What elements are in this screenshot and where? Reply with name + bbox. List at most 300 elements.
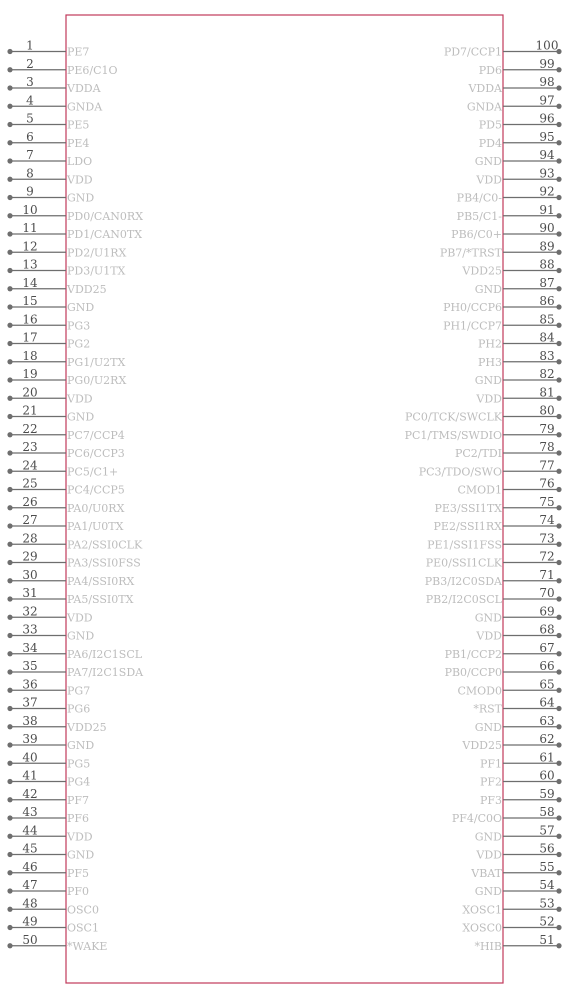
pin-number: 3	[26, 75, 34, 89]
pin-number: 84	[539, 330, 555, 345]
pin-number: 33	[22, 622, 38, 637]
pin-endpoint-dot	[556, 377, 561, 382]
pin-20	[7, 385, 92, 405]
pin-name: PF1	[479, 757, 502, 771]
pin-86	[443, 294, 562, 314]
pin-93	[475, 166, 561, 186]
pin-endpoint-dot	[7, 49, 12, 54]
pin-endpoint-dot	[556, 140, 561, 145]
pin-50	[7, 933, 107, 953]
pin-endpoint-dot	[556, 213, 561, 218]
pin-name: GND	[474, 282, 502, 296]
pin-32	[7, 604, 92, 624]
pin-name: PA4/SSI0RX	[67, 574, 135, 588]
pin-name: PD7/CCP1	[443, 45, 502, 59]
pin-number: 59	[539, 786, 555, 801]
pin-75	[434, 495, 561, 515]
pin-number: 4	[26, 93, 34, 108]
pin-60	[480, 769, 562, 789]
pin-name: PD0/CAN0RX	[67, 209, 144, 223]
pin-number: 18	[22, 348, 38, 363]
pin-endpoint-dot	[7, 596, 12, 601]
pin-number: 98	[539, 75, 555, 89]
pin-55	[470, 860, 561, 880]
pin-number: 47	[22, 878, 38, 892]
pin-name: PG6	[67, 702, 91, 716]
pin-endpoint-dot	[7, 469, 12, 474]
pin-name: PD1/CAN0TX	[67, 228, 143, 241]
pin-87	[475, 276, 562, 296]
pin-number: 96	[539, 111, 555, 126]
pin-77	[419, 458, 562, 478]
pin-endpoint-dot	[556, 469, 561, 474]
pin-name: PD4	[478, 136, 502, 150]
pin-84	[478, 331, 562, 351]
pin-name: XOSC1	[462, 903, 502, 917]
pin-number: 99	[539, 56, 555, 71]
pin-endpoint-dot	[556, 633, 561, 638]
pin-endpoint-dot	[7, 870, 12, 875]
pin-number: 41	[22, 768, 38, 783]
pin-endpoint-dot	[7, 505, 12, 510]
pin-name: PC7/CCP4	[67, 428, 125, 442]
pin-number: 80	[539, 403, 555, 418]
pin-name: PF7	[67, 793, 90, 807]
pin-number: 54	[539, 878, 555, 892]
pin-6	[7, 130, 89, 150]
pin-80	[405, 404, 562, 424]
pin-endpoint-dot	[7, 779, 12, 784]
pin-name: PG0/U2RX	[67, 374, 127, 387]
left-pin-group	[7, 39, 144, 953]
pin-9	[7, 185, 94, 205]
pin-19	[7, 367, 126, 387]
pin-number: 60	[539, 768, 555, 783]
pin-11	[7, 221, 142, 241]
pin-endpoint-dot	[556, 67, 561, 72]
pin-number: 57	[539, 823, 555, 838]
pin-name: PC2/TDI	[454, 447, 502, 460]
pin-number: 77	[539, 458, 555, 473]
ic-body-outline	[66, 15, 503, 983]
pin-endpoint-dot	[7, 195, 12, 200]
pin-79	[405, 422, 562, 442]
pin-endpoint-dot	[556, 669, 561, 674]
pin-name: PD6	[478, 63, 502, 77]
pin-number: 79	[539, 421, 555, 436]
pin-name: VDD	[67, 830, 93, 844]
pin-number: 19	[22, 367, 38, 381]
pin-31	[7, 586, 133, 606]
pin-name: VDD	[67, 392, 93, 406]
pin-name: VDD	[476, 848, 502, 862]
pin-endpoint-dot	[556, 852, 561, 857]
pin-name: GND	[67, 629, 95, 643]
pin-endpoint-dot	[556, 688, 561, 693]
pin-number: 6	[26, 129, 34, 144]
pin-name: VDD	[476, 629, 502, 643]
pin-endpoint-dot	[7, 341, 12, 346]
pin-endpoint-dot	[7, 706, 12, 711]
pin-45	[7, 842, 94, 862]
pin-name: PG1/U2TX	[67, 355, 126, 369]
pin-name: PE0/SSI1CLK	[425, 556, 502, 570]
pin-endpoint-dot	[556, 286, 561, 291]
pin-endpoint-dot	[556, 104, 561, 109]
pin-number: 12	[22, 239, 38, 254]
pin-name: *RST	[473, 702, 502, 716]
pin-name: GND	[474, 885, 502, 898]
pin-endpoint-dot	[556, 560, 561, 565]
pin-number: 44	[22, 823, 38, 838]
pin-endpoint-dot	[556, 943, 561, 948]
pin-endpoint-dot	[7, 797, 12, 802]
pin-33	[7, 623, 94, 643]
pin-number: 56	[539, 841, 555, 856]
pin-name: PA6/I2C1SCL	[67, 647, 143, 661]
pin-number: 65	[539, 677, 555, 692]
pin-name: VDD	[67, 173, 93, 187]
pin-76	[457, 477, 561, 497]
pin-name: PB3/I2C0SDA	[424, 574, 502, 588]
pin-46	[7, 860, 89, 880]
pin-91	[457, 203, 562, 223]
pin-63	[475, 714, 562, 734]
pin-endpoint-dot	[7, 396, 12, 401]
pin-number: 5	[26, 111, 34, 126]
pin-name: VDD	[476, 173, 502, 187]
pin-endpoint-dot	[7, 213, 12, 218]
pin-number: 63	[539, 713, 555, 728]
pin-90	[451, 221, 561, 241]
pin-endpoint-dot	[556, 724, 561, 729]
pin-97	[467, 93, 562, 113]
pin-name: VDD25	[462, 739, 502, 752]
pin-name: GNDA	[466, 100, 502, 114]
pin-name: XOSC0	[462, 921, 502, 935]
pin-number: 42	[22, 786, 38, 801]
pin-name: GND	[67, 191, 95, 205]
pin-name: VDDA	[468, 82, 502, 95]
pin-number: 76	[539, 476, 555, 491]
right-pin-group	[405, 39, 562, 953]
pin-name: PF2	[479, 775, 502, 789]
pin-number: 86	[539, 294, 555, 308]
pin-number: 49	[22, 914, 38, 929]
pin-62	[461, 732, 561, 752]
pin-endpoint-dot	[7, 907, 12, 912]
pin-name: PD2/U1RX	[67, 246, 127, 260]
pin-endpoint-dot	[7, 925, 12, 930]
pin-name: PA7/I2C1SDA	[67, 666, 144, 679]
pin-65	[457, 677, 561, 697]
pin-name: PC5/C1+	[67, 465, 119, 479]
pin-name: GND	[67, 301, 95, 314]
pin-name: VDD	[67, 611, 93, 625]
pin-number: 92	[539, 184, 555, 199]
pin-name: PD5	[478, 118, 502, 132]
pin-name: *WAKE	[67, 939, 108, 953]
pin-name: PF0	[67, 885, 90, 898]
pin-endpoint-dot	[556, 706, 561, 711]
pin-34	[7, 641, 142, 661]
pin-name: GND	[67, 848, 95, 862]
pin-name: PB7/*TRST	[439, 246, 502, 260]
pin-number: 72	[539, 549, 555, 564]
pin-number: 48	[22, 896, 38, 911]
pin-name: PC6/CCP3	[67, 447, 125, 460]
pin-57	[475, 823, 562, 843]
pin-endpoint-dot	[7, 85, 12, 90]
pin-68	[475, 623, 561, 643]
pin-name: GND	[474, 374, 502, 387]
pin-endpoint-dot	[7, 542, 12, 547]
pin-name: PC1/TMS/SWDIO	[404, 428, 502, 442]
pin-endpoint-dot	[556, 195, 561, 200]
pin-endpoint-dot	[556, 870, 561, 875]
pin-name: VBAT	[471, 866, 502, 880]
pin-4	[7, 93, 103, 113]
pin-41	[7, 769, 90, 789]
pin-29	[7, 550, 140, 570]
pin-number: 8	[26, 166, 34, 181]
pin-endpoint-dot	[556, 268, 561, 273]
pin-endpoint-dot	[556, 396, 561, 401]
pin-endpoint-dot	[556, 450, 561, 455]
pin-endpoint-dot	[7, 852, 12, 857]
pin-name: GND	[67, 410, 95, 424]
pin-70	[426, 586, 562, 606]
pin-92	[457, 185, 562, 205]
pin-endpoint-dot	[7, 268, 12, 273]
pin-number: 11	[22, 221, 38, 235]
pin-name: PA2/SSI0CLK	[67, 538, 143, 552]
pin-endpoint-dot	[556, 907, 561, 912]
pin-number: 82	[539, 367, 555, 381]
pin-name: PF6	[67, 812, 90, 825]
pin-51	[474, 933, 561, 953]
pin-name: LDO	[67, 155, 93, 168]
pin-number: 70	[539, 586, 555, 600]
pin-number: 50	[22, 932, 38, 947]
pin-endpoint-dot	[556, 304, 561, 309]
pin-endpoint-dot	[556, 158, 561, 163]
pin-74	[434, 513, 562, 533]
pin-10	[7, 203, 143, 223]
pin-endpoint-dot	[556, 432, 561, 437]
pin-name: PA1/U0TX	[67, 520, 124, 533]
pin-number: 51	[539, 932, 555, 947]
pin-name: PC4/CCP5	[67, 483, 125, 497]
pin-71	[425, 568, 562, 588]
pin-number: 73	[539, 531, 555, 546]
pin-name: GND	[474, 155, 502, 168]
pin-name: PG4	[67, 775, 91, 789]
pin-endpoint-dot	[556, 925, 561, 930]
pin-14	[7, 276, 106, 296]
pin-name: PC0/TCK/SWCLK	[405, 410, 502, 424]
pin-99	[479, 57, 562, 77]
pin-endpoint-dot	[7, 231, 12, 236]
pin-89	[440, 239, 562, 259]
pin-name: PA5/SSI0TX	[67, 593, 134, 606]
pin-number: 20	[22, 385, 38, 400]
pin-name: PE6/C1O	[67, 63, 118, 77]
pin-3	[7, 75, 101, 95]
pin-number: 2	[26, 56, 34, 71]
pin-1	[7, 39, 89, 59]
pin-endpoint-dot	[556, 505, 561, 510]
pin-name: PE3/SSI1TX	[434, 501, 502, 515]
pin-number: 78	[539, 440, 555, 454]
pin-endpoint-dot	[7, 742, 12, 747]
pin-28	[7, 531, 143, 551]
pin-number: 31	[22, 586, 38, 600]
pin-name: PF5	[67, 866, 90, 880]
pin-endpoint-dot	[7, 943, 12, 948]
pin-number: 89	[539, 239, 555, 254]
pin-number: 23	[22, 440, 38, 454]
pin-number: 95	[539, 129, 555, 144]
pin-number: 10	[22, 202, 38, 217]
pin-endpoint-dot	[7, 487, 12, 492]
pin-name: PB1/CCP2	[444, 647, 502, 661]
pin-96	[479, 112, 562, 132]
pin-number: 61	[539, 750, 555, 765]
pin-name: OSC0	[67, 903, 99, 917]
pin-name: PH2	[478, 337, 502, 351]
pin-endpoint-dot	[7, 651, 12, 656]
pin-endpoint-dot	[556, 834, 561, 839]
pin-number: 68	[539, 622, 555, 637]
pin-name: PC3/TDO/SWO	[418, 465, 502, 479]
pin-endpoint-dot	[7, 377, 12, 382]
pin-endpoint-dot	[556, 341, 561, 346]
pin-number: 27	[22, 513, 38, 527]
pin-endpoint-dot	[556, 742, 561, 747]
pin-83	[478, 349, 562, 369]
pin-number: 9	[26, 184, 34, 199]
pin-5	[7, 112, 89, 132]
pin-61	[480, 750, 562, 770]
pin-number: 24	[22, 458, 38, 473]
pin-number: 43	[22, 805, 38, 819]
pin-endpoint-dot	[7, 122, 12, 127]
pin-40	[7, 750, 90, 770]
pin-endpoint-dot	[7, 560, 12, 565]
pin-number: 38	[22, 713, 38, 728]
pin-name: VDD25	[67, 720, 107, 734]
pin-number: 37	[22, 695, 38, 710]
pin-number: 36	[22, 677, 38, 692]
pin-name: PB5/C1-	[456, 209, 502, 223]
pin-number: 22	[22, 421, 38, 436]
pin-name: GND	[474, 611, 502, 625]
pin-name: PF4/C0O	[451, 812, 502, 825]
pin-44	[7, 823, 92, 843]
pin-name: PG7	[67, 684, 91, 698]
pin-number: 15	[22, 294, 38, 308]
pin-endpoint-dot	[556, 414, 561, 419]
pin-8	[7, 166, 92, 186]
pin-number: 94	[539, 148, 555, 162]
pin-85	[443, 312, 562, 332]
pin-number: 81	[539, 385, 555, 400]
pin-endpoint-dot	[556, 797, 561, 802]
pin-name: PD3/U1TX	[67, 264, 126, 278]
pin-endpoint-dot	[556, 122, 561, 127]
pin-number: 17	[22, 330, 38, 345]
pin-number: 21	[22, 403, 38, 418]
pin-endpoint-dot	[7, 250, 12, 255]
pin-number: 13	[22, 257, 38, 272]
pin-78	[455, 440, 562, 460]
pin-number: 93	[539, 166, 555, 181]
pin-number: 30	[22, 567, 38, 582]
pin-name: PG2	[67, 337, 91, 351]
pin-82	[475, 367, 562, 387]
pin-endpoint-dot	[7, 578, 12, 583]
pin-name: GND	[474, 720, 502, 734]
pin-name: CMOD0	[457, 684, 502, 698]
pin-endpoint-dot	[556, 888, 561, 893]
pin-number: 53	[539, 896, 555, 911]
pin-name: PG3	[67, 319, 91, 333]
pin-name: GNDA	[67, 100, 103, 114]
pin-endpoint-dot	[7, 888, 12, 893]
pin-72	[426, 550, 562, 570]
pin-endpoint-dot	[556, 359, 561, 364]
pin-endpoint-dot	[7, 286, 12, 291]
pin-number: 100	[535, 38, 559, 53]
pin-endpoint-dot	[556, 815, 561, 820]
pin-number: 90	[539, 221, 555, 235]
pin-81	[475, 385, 561, 405]
pin-endpoint-dot	[556, 578, 561, 583]
pin-number: 62	[539, 732, 555, 746]
pin-number: 87	[539, 275, 555, 290]
pin-43	[7, 805, 89, 825]
pin-number: 97	[539, 93, 555, 108]
pin-38	[7, 714, 106, 734]
pin-endpoint-dot	[7, 158, 12, 163]
pin-name: PE5	[67, 118, 90, 132]
pin-endpoint-dot	[7, 140, 12, 145]
pin-number: 71	[539, 567, 555, 582]
pin-endpoint-dot	[556, 779, 561, 784]
pin-name: PE4	[67, 136, 90, 150]
pin-name: VDD25	[67, 282, 107, 296]
pin-endpoint-dot	[7, 688, 12, 693]
pin-number: 32	[22, 604, 38, 619]
pin-number: 85	[539, 312, 555, 327]
pin-number: 74	[539, 513, 555, 527]
pin-number: 34	[22, 640, 38, 655]
pin-endpoint-dot	[556, 596, 561, 601]
pin-number: 39	[22, 732, 38, 746]
pin-98	[467, 75, 561, 95]
pin-number: 88	[539, 257, 555, 272]
pin-name: CMOD1	[457, 483, 502, 497]
pin-number: 83	[539, 348, 555, 363]
pin-endpoint-dot	[7, 615, 12, 620]
pin-48	[7, 896, 99, 916]
pin-94	[475, 148, 562, 168]
pin-number: 25	[22, 476, 38, 491]
pin-21	[7, 404, 94, 424]
pin-16	[7, 312, 90, 332]
pin-17	[7, 331, 90, 351]
